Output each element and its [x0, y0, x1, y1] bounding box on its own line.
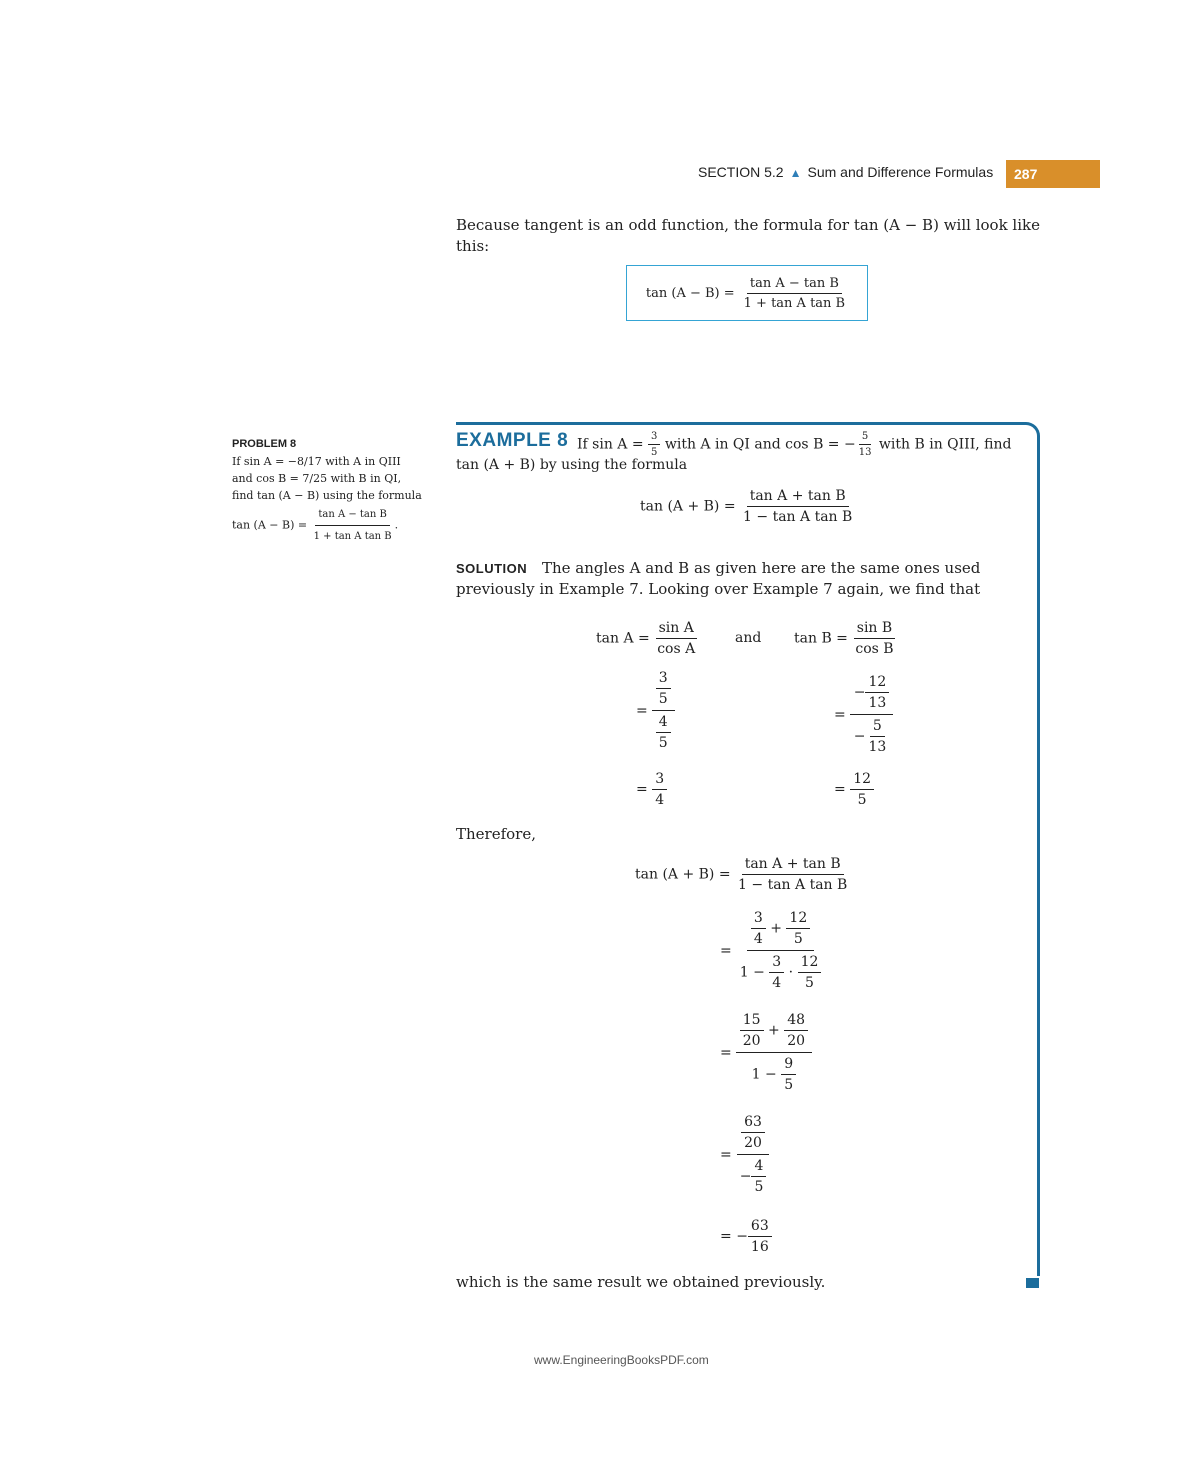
problem-formula-period: . [394, 518, 399, 532]
problem-line-1: If sin A = −8/17 with A in QIII [232, 455, 401, 468]
main-formula [635, 856, 850, 893]
tanB-result [834, 771, 874, 808]
s2-c-num: 9 [781, 1056, 796, 1075]
example-formula [640, 488, 855, 525]
section-title: Sum and Difference Formulas [807, 164, 994, 180]
tanA-result [636, 771, 667, 808]
equals-sign: = [834, 706, 846, 723]
s2-b-num: 48 [784, 1012, 808, 1031]
b-step-num-num: 12 [865, 674, 889, 693]
equals-sign: = [636, 781, 648, 798]
s2-a-num: 15 [740, 1012, 764, 1031]
a-step-den-den: 5 [658, 735, 668, 751]
solution-text: The angles A and B as given here are the same ones used previously in Example 7. Looking over Example 7 again, we find that [456, 559, 981, 598]
a-step-num-num: 3 [656, 670, 671, 689]
solution-label: SOLUTION [456, 561, 528, 576]
s2-a-den: 20 [742, 1033, 761, 1049]
tanB-definition [794, 620, 897, 657]
s2-b-den: 20 [787, 1033, 806, 1049]
tanB-den: cos B [855, 641, 894, 657]
end-of-example-square-icon [1026, 1278, 1039, 1288]
plus-sign: + [770, 920, 782, 937]
minus-sign: − [736, 1228, 748, 1245]
example-corner [1026, 422, 1040, 436]
example-top-rule [456, 422, 1026, 425]
dot-sign: · [788, 964, 794, 981]
s2-c-den: 5 [784, 1077, 794, 1093]
s1-b-num: 12 [786, 910, 810, 929]
s1-b-den: 5 [793, 931, 803, 947]
s1-c-den: 4 [772, 975, 782, 991]
b-step-num-den: 13 [868, 695, 887, 711]
s4-num: 63 [748, 1218, 772, 1237]
example-formula-lhs: tan (A + B) = [640, 498, 736, 515]
and-word: and [735, 630, 762, 646]
a-step-num-den: 5 [658, 691, 668, 707]
problem-formula-numerator: tan A − tan B [315, 506, 390, 526]
example-frac-den: 5 [651, 447, 658, 458]
example-side-rule [1037, 436, 1040, 1276]
step-4 [720, 1218, 772, 1255]
equals-sign: = [636, 702, 648, 719]
minus-sign: − [853, 728, 866, 745]
tanA-num: sin A [656, 620, 697, 639]
tanA-lhs: tan A = [596, 630, 650, 647]
problem-formula-denominator: 1 + tan A tan B [313, 531, 392, 542]
plus-sign: + [768, 1022, 780, 1039]
tanA-definition [596, 620, 698, 657]
tanA-den: cos A [657, 641, 696, 657]
equals-sign: = [834, 781, 846, 798]
minus-sign: − [739, 1168, 752, 1185]
a-final-num: 3 [652, 771, 667, 790]
example-formula-numerator: tan A + tan B [747, 488, 849, 507]
boxed-formula-numerator: tan A − tan B [747, 276, 842, 294]
problem-formula-lhs: tan (A − B) = [232, 518, 308, 532]
section-number: SECTION 5.2 [698, 164, 784, 180]
example-statement-line-2: tan (A + B) by using the formula [456, 457, 688, 473]
problem-formula [232, 506, 432, 545]
s3-a-den: 20 [744, 1135, 762, 1151]
example-frac2-num: 5 [859, 431, 871, 445]
b-final-den: 5 [857, 792, 867, 808]
problem-sidebar [232, 436, 432, 545]
tanB-num: sin B [854, 620, 895, 639]
problem-line-2: and cos B = 7/25 with B in QI, [232, 472, 402, 485]
s1-a-num: 3 [751, 910, 766, 929]
problem-line-3: find tan (A − B) using the formula [232, 489, 422, 502]
tanB-lhs: tan B = [794, 630, 848, 647]
boxed-formula [626, 265, 868, 321]
example-formula-denominator: 1 − tan A tan B [743, 509, 853, 525]
triangle-icon: ▲ [789, 166, 802, 180]
equals-sign: = [720, 942, 732, 959]
s4-den: 16 [750, 1239, 769, 1255]
b-final-num: 12 [850, 771, 874, 790]
example-statement-line-1 [577, 431, 1011, 458]
s1-c-num: 3 [769, 954, 784, 973]
s3-b-den: 5 [754, 1179, 764, 1195]
one-minus: 1 − [739, 964, 765, 981]
main-formula-lhs: tan (A + B) = [635, 866, 731, 883]
s1-d-den: 5 [805, 975, 814, 991]
equals-sign: = [720, 1146, 732, 1163]
equals-sign: = [720, 1044, 732, 1061]
s3-a-num: 63 [741, 1114, 765, 1133]
footer-url: www.EngineeringBooksPDF.com [534, 1353, 709, 1367]
minus-sign: − [853, 684, 866, 701]
step-2 [720, 1012, 812, 1093]
running-header [698, 164, 993, 180]
closing-sentence: which is the same result we obtained previously. [456, 1273, 826, 1291]
b-step-den-den: 13 [868, 739, 887, 755]
example-frac2-den: 13 [858, 447, 872, 458]
b-step-den-num: 5 [870, 718, 885, 737]
a-step-den-num: 4 [656, 714, 671, 733]
one-minus: 1 − [751, 1066, 777, 1083]
example-text-a: If sin A = [577, 436, 644, 453]
s3-b-num: 4 [751, 1158, 766, 1177]
example-text-b: with A in QI and cos B = − [664, 436, 856, 453]
therefore-word: Therefore, [456, 825, 536, 843]
solution-paragraph [456, 558, 1026, 600]
s1-a-den: 4 [753, 931, 763, 947]
step-3 [720, 1114, 770, 1195]
step-1 [720, 910, 825, 991]
a-final-den: 4 [655, 792, 665, 808]
example-label: EXAMPLE 8 [456, 430, 569, 451]
intro-paragraph: Because tangent is an odd function, the formula for tan (A − B) will look like this: [456, 216, 1040, 255]
boxed-formula-lhs: tan (A − B) = [645, 285, 735, 301]
main-formula-den: 1 − tan A tan B [738, 877, 848, 893]
main-formula-num: tan A + tan B [742, 856, 844, 875]
problem-title: PROBLEM 8 [232, 438, 297, 450]
example-frac-num: 3 [648, 431, 660, 445]
tanA-compound-step [636, 670, 675, 751]
tanB-compound-step [834, 674, 893, 755]
example-text-c: with B in QIII, find [878, 436, 1012, 453]
boxed-formula-denominator: 1 + tan A tan B [743, 295, 846, 311]
page-number: 287 [1006, 160, 1100, 188]
s1-d-num: 12 [798, 954, 822, 973]
equals-sign: = [720, 1228, 732, 1245]
